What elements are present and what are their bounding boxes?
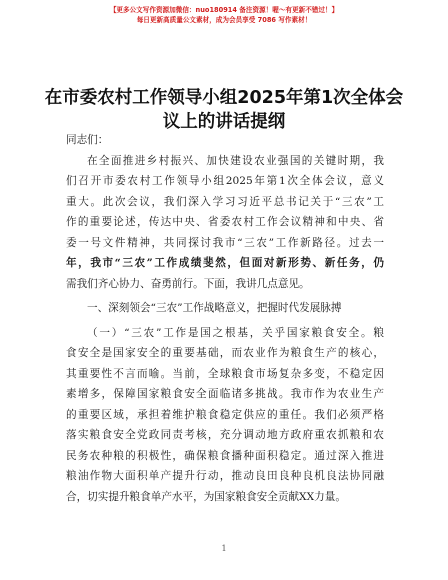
- salutation: 同志们：: [66, 134, 109, 146]
- body-line: 民务农种粮的积极性，确保粮食播种面积稳定。通过深入推进: [66, 449, 384, 462]
- document-title: [40, 86, 408, 134]
- body-line: 作的重要论述，传达中央、省委农村工作会议精神和中央、省: [66, 216, 384, 228]
- body-line: 素增多，保障国家粮食安全面临诸多挑战。我市作为农业生产: [66, 388, 384, 400]
- title-line-2: 议上的讲话提纲: [162, 112, 286, 132]
- body-line: 其重要性不言而喻。当前，全球粮食市场复杂多变，不稳定因: [66, 367, 384, 380]
- body-line: 粮油作物大面积单产提升行动，推动良田良种良机良法协同融: [66, 470, 384, 482]
- body-line: 委一号文件精神，共同探讨我市“三农”工作新路径。过去一: [66, 236, 384, 249]
- body-line: （一）“三农”工作是国之根基，关乎国家粮食安全。粮: [87, 326, 384, 339]
- body-line: 食安全是国家安全的重要基础，而农业作为粮食生产的核心，: [66, 347, 384, 359]
- body-line: 在全面推进乡村振兴、加快建设农业强国的关键时期，我: [87, 154, 384, 167]
- body-line: 的重要区域，承担着维护粮食稳定供应的重任。我们必须严格: [66, 408, 384, 421]
- body-line-bold: 年，我市“三农”工作成绩斐然，但面对新形势、新任务，仍: [66, 257, 384, 269]
- page-number: 1: [221, 544, 227, 553]
- body-line: 需我们齐心协力、奋勇前行。下面，我讲几点意见。: [66, 277, 310, 290]
- body-line: 们召开市委农村工作领导小组2025年第1次全体会议，意义: [66, 175, 384, 187]
- document-body: [66, 130, 384, 507]
- title-line-1: 在市委农村工作领导小组2025年第1次全体会: [44, 88, 404, 108]
- promo-banner-line-2: 每日更新高质量公文素材，成为会员享受 7086 写作素材！: [136, 16, 312, 24]
- body-line: 合，切实提升粮食单产水平，为国家粮食安全贡献XX力量。: [66, 490, 346, 503]
- section-heading: 一、深刻领会“三农”工作战略意义，把握时代发展脉搏: [87, 302, 342, 314]
- body-line: 重大。此次会议，我们深入学习习近平总书记关于“三农”工: [66, 195, 384, 208]
- body-line: 落实粮食安全党政同责考核，充分调动地方政府重农抓粮和农: [66, 429, 384, 441]
- promo-banner-line-1: 【更多公文写作资源加微信：nuo180914 备注资源！喔～有更新不错过！】: [109, 6, 339, 14]
